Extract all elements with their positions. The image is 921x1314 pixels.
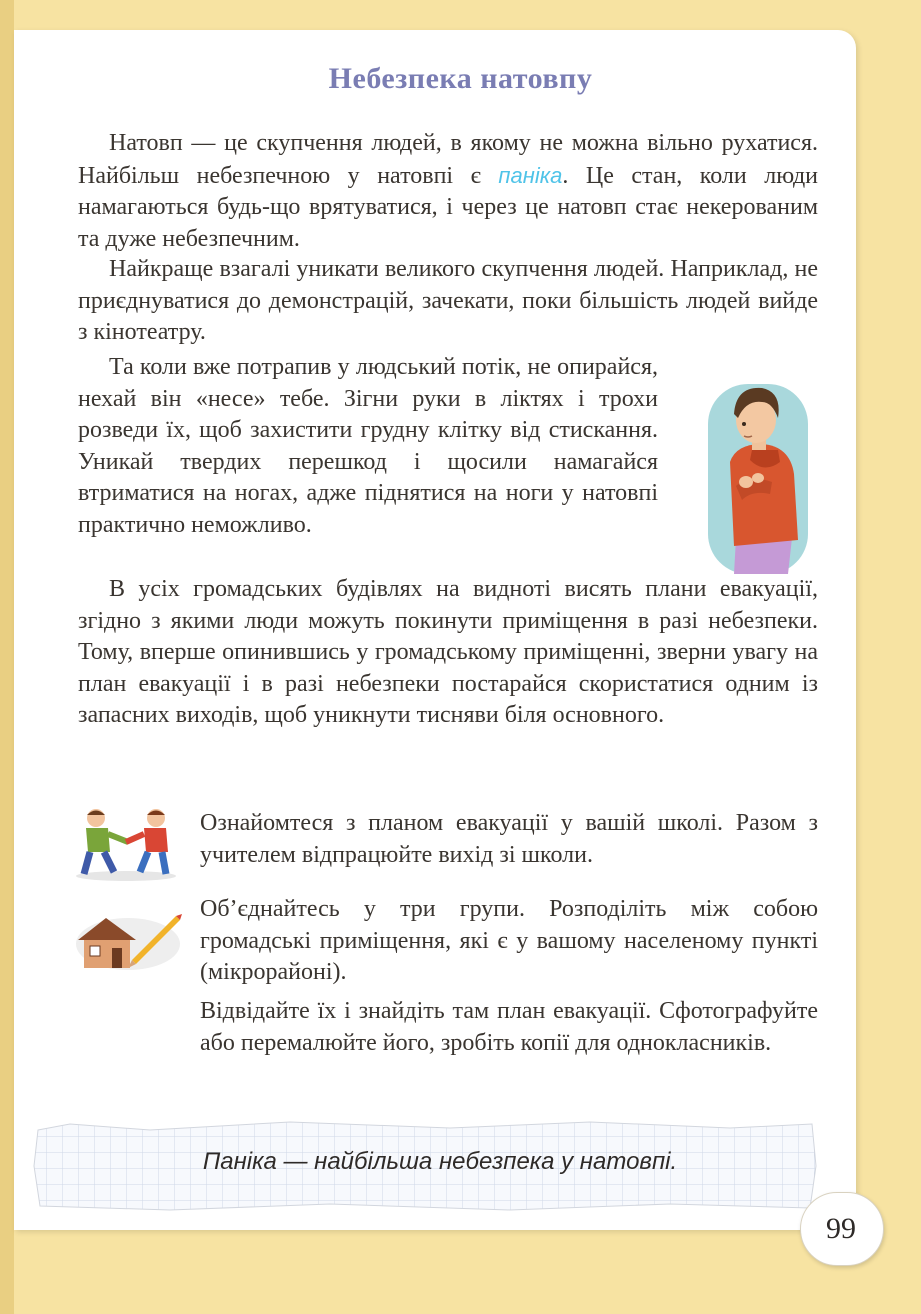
paragraph-3: Та коли вже потрапив у людський потік, не опирайся, нехай він «несе» тебе. Зігни руки в ліктях і трохи розведи їх, щоб захистити грудну клітку від стискання. Уникай твердих перешкод і щосили намагайся втриматися на ногах, адже піднятися на ноги у натовпі практично неможливо. <box>78 354 658 538</box>
task-3: Відвідайте їх і знайдіть там план евакуації. Сфотографуйте або перемалюйте його, зробіть копії для однокласників. <box>200 998 818 1056</box>
page-number: 99 <box>826 1212 856 1245</box>
paragraph-1-text-a: Натовп — це скупчення людей, в якому не можна вільно рухатися. Найбільш небезпечною у натовпі є <box>78 130 818 189</box>
paragraph-1-text-b: . Це стан, коли люди намагаються будь-що врятуватися, і через це натовп стає некерованим та дуже небезпечним. <box>78 162 819 252</box>
page-edge <box>0 0 14 1314</box>
boy-arms-crossed-illustration <box>706 378 810 578</box>
task-2: Об’єднайтесь у три групи. Розподіліть між собою громадські приміщення, які є у вашому населеному пункті (мікрорайоні). <box>200 896 818 986</box>
paragraph-4: В усіх громадських будівлях на видноті висять плани евакуації, згідно з якими люди можуть покинути приміщення в разі небезпеки. Тому, вперше опинившись у громадському приміщенні, зверни увагу на план евакуації і в разі небезпеки постарайся скористатися одним із запасних виходів, щоб уникнути тисняви біля основного. <box>78 576 818 729</box>
task-1: Ознайомтеся з планом евакуації у вашій школі. Разом з учителем відпрацюйте вихід зі школи. <box>200 810 818 868</box>
paragraph-2: Найкраще взагалі уникати великого скупчення людей. Наприклад, не приєднуватися до демонстрацій, зачекати, поки більшість людей вийде з кінотеатру. <box>78 256 818 346</box>
two-children-icon <box>70 806 182 882</box>
keyword-panic: паніка <box>498 162 563 188</box>
paragraph-1 <box>78 128 818 255</box>
page-title: Небезпека натовпу <box>328 62 593 95</box>
house-pencil-icon <box>72 904 182 974</box>
summary-note: Паніка — найбільша небезпека у натовпі. <box>202 1148 678 1175</box>
